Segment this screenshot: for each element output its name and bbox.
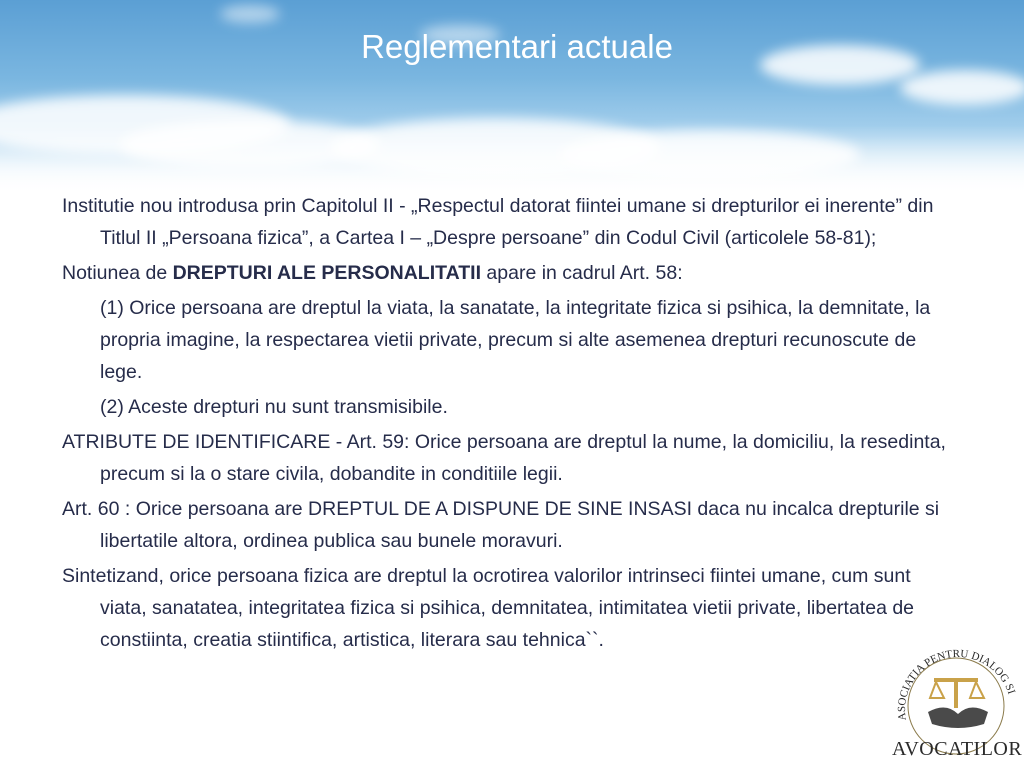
paragraph-art60: Art. 60 : Orice persoana are DREPTUL DE A DISPUNE DE SINE INSASI daca nu incalca drepturile si libertatile altora, ordinea publica sau bunele moravuri.	[62, 498, 940, 552]
paragraph-art59: ATRIBUTE DE IDENTIFICARE - Art. 59: Orice persoana are dreptul la nume, la domiciliu, la resedinta, precum si la o stare civila, dobandite in conditiile legii.	[62, 431, 946, 485]
notion-text-before: Notiunea de	[62, 262, 173, 284]
logo-arc-text: ASOCIATIA PENTRU DIALOG SI	[896, 647, 1018, 722]
slide-title: Reglementari actuale	[361, 28, 673, 65]
slide-body	[62, 190, 962, 659]
notion-text-after: apare in cadrul Art. 58:	[481, 262, 683, 284]
paragraph-institution: Institutie nou introdusa prin Capitolul II - „Respectul datorat fiintei umane si drepturilor ei inerente” din Titlul II „Persoana fizica”, a Cartea I – „Despre persoane” din Codul Civil (articolele 58-81);	[62, 195, 934, 249]
paragraph-art58-2: (2) Aceste drepturi nu sunt transmisibile.	[100, 396, 448, 418]
paragraph-notion	[62, 257, 962, 289]
paragraph-art58-1: (1) Orice persoana are dreptul la viata, la sanatate, la integritate fizica si psihica, la demnitate, la propria imagine, la respectarea vietii private, precum si alte asemenea drepturi recunoscute de lege.	[100, 297, 931, 383]
paragraph-summary: Sintetizand, orice persoana fizica are dreptul la ocrotirea valorilor intrinseci fiintei umane, cum sunt viata, sanatatea, integritatea fizica si psihica, demnitatea, intimitatea vietii private, libertatea de constiinta, creatia stiintifica, artistica, literara sau tehnica``.	[62, 565, 915, 651]
notion-bold-term: DREPTURI ALE PERSONALITATII	[172, 262, 481, 284]
logo-name-text: AVOCATILOR	[892, 738, 1023, 760]
